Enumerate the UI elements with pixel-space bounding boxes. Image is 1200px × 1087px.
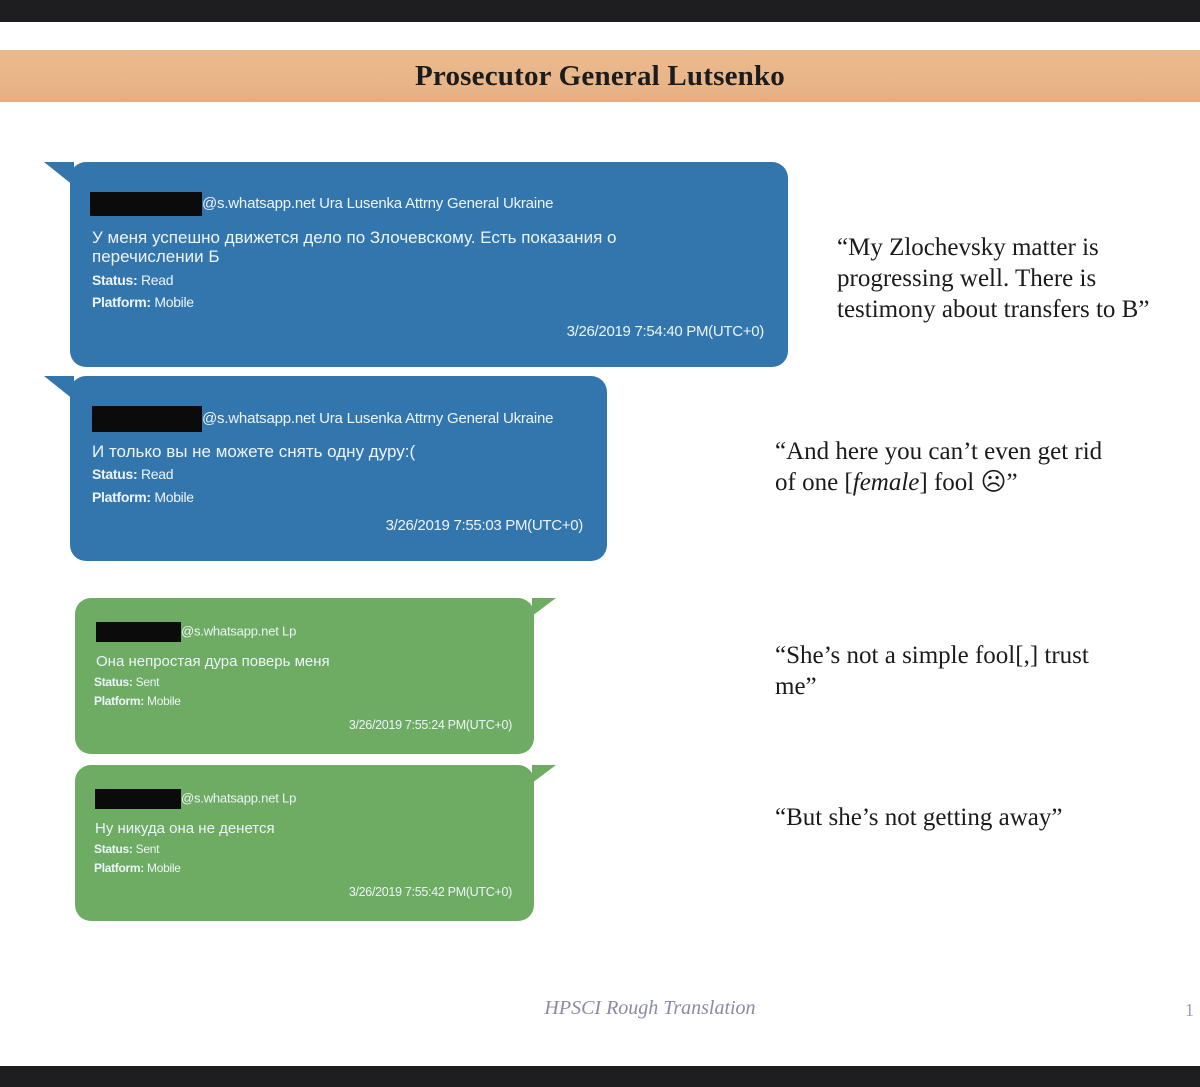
page-title: Prosecutor General Lutsenko [414,59,786,92]
translation-3: “She’s not a simple fool[,] trust me” [775,642,1089,700]
status-value: Sent [135,842,160,856]
translation-2-suffix: ] fool ☹” [919,469,1018,496]
status-value: Read [140,466,174,482]
redacted-number [90,192,202,216]
translation-2-italic: female [852,469,920,496]
platform-label: Platform: [92,294,151,310]
status-label: Status: [94,675,133,689]
platform-line [94,861,181,875]
status-line [94,675,159,689]
sender-address: @s.whatsapp.net Lp [181,790,297,806]
timestamp: 3/26/2019 7:55:24 PM(UTC+0) [348,718,512,732]
page-number: 1 [1185,1000,1194,1020]
sender-address: @s.whatsapp.net Lp [181,623,297,639]
translation-2-line-1: “And here you can’t even get rid [775,438,1103,465]
platform-label: Platform: [92,489,151,505]
status-line [92,466,173,482]
status-label: Status: [92,466,138,482]
timestamp: 3/26/2019 7:54:40 PM(UTC+0) [566,323,764,340]
platform-line [92,489,194,505]
timestamp: 3/26/2019 7:55:42 PM(UTC+0) [348,885,512,899]
translation-1: “My Zlochevsky matter is progressing well. There is testimony about transfers to B” [837,234,1150,323]
message-text: Она непростая дура поверь меня [96,653,330,670]
footer-caption: HPSCI Rough Translation [544,997,756,1019]
platform-value: Mobile [147,861,181,875]
sender-address: @s.whatsapp.net Ura Lusenka Attrny General Ukraine [202,409,554,427]
status-label: Status: [94,842,133,856]
bubble-tail [44,162,74,186]
platform-label: Platform: [94,861,144,875]
message-text: И только вы не можете снять одну дуру:( [92,442,416,461]
redacted-number [92,406,202,432]
sender-line [95,789,296,809]
status-label: Status: [92,272,138,288]
message-bubble-4 [75,765,534,921]
status-line [94,842,159,856]
document-page [0,22,1200,1066]
message-bubble-2 [70,376,607,561]
message-text: У меня успешно движется дело по Злочевскому. Есть показания о перечислении Б [92,228,617,266]
bubble-tail [44,376,74,400]
message-text: Ну никуда она не денется [95,820,275,837]
status-value: Read [140,272,174,288]
platform-value: Mobile [154,294,194,310]
bubble-tail [532,598,556,616]
translation-2-prefix: of one [ [775,469,853,496]
sender-line [92,406,553,432]
redacted-number [95,789,181,809]
translation-2 [775,436,1135,498]
sender-address: @s.whatsapp.net Ura Lusenka Attrny General Ukraine [202,194,554,212]
sender-line [90,192,553,216]
timestamp: 3/26/2019 7:55:03 PM(UTC+0) [385,517,583,534]
bubble-tail [532,765,556,783]
platform-line [92,294,194,310]
platform-line [94,694,181,708]
message-bubble-3 [75,598,534,754]
status-value: Sent [135,675,160,689]
redacted-number [96,622,181,642]
platform-label: Platform: [94,694,144,708]
platform-value: Mobile [147,694,181,708]
message-bubble-1 [70,162,788,367]
platform-value: Mobile [154,489,194,505]
sender-line [96,622,296,642]
title-band [0,50,1200,102]
translation-4: “But she’s not getting away” [775,804,1063,831]
status-line [92,272,173,288]
